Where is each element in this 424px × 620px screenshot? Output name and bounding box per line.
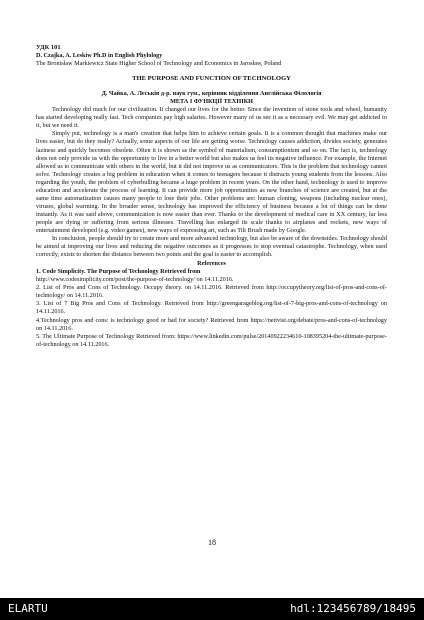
page-number: 18	[208, 538, 216, 547]
footer-handle: hdl:123456789/18495	[290, 602, 416, 615]
page-content	[36, 44, 387, 349]
footer-repository-name: ELARTU	[8, 602, 48, 615]
udk-code: УДК 101	[36, 44, 61, 51]
paragraph: Technology did much for our civilization. It changed our lives for the better. Since the invention of stone tools and wheel, humanity has started developing really fast. Tech companies pay high salaries. However many of us see it as a necessary evil. We may get addicted to it, but we need it.	[36, 106, 387, 130]
reference-item: 4.Technology pros and cons: is technology good or bad for society? Retrieved from https://netivist.org/debate/pros-and-cons-of-technology on 14.11.2016.	[36, 316, 387, 332]
reference-item: 2. List of Pros and Cons of Technology. Occupy theory. on 14.11.2016. Retrieved from http://occupytheory.org/list-of-pros-and-cons-of-technology/ on 14.11.2016.	[36, 284, 387, 300]
ukrainian-title: МЕТА І ФУНКЦІЇ ТЕХНІКИ	[170, 98, 253, 106]
affiliation: The Bronisław Markiewicz State Higher School of Technology and Economics in Jarosław, Poland	[36, 60, 282, 68]
reference-item: 5. The Ultimate Purpose of Technology Retrieved from: https://www.linkedin.com/pulse/20140922234610-108395204-the-ultimate-purpose-of-technology on 14.11.2016.	[36, 332, 387, 348]
ukrainian-authors: Д. Чайка, А. Леськів д-р. наук гум., керівник відділення Англійська Філологія	[101, 90, 322, 98]
paragraph: In conclusion, people should try to create more and more advanced technology, but also be aware of the downsides. Technology should be aimed at improving our lives and reducing the negative outcomes as it progresses to stop eventual catastrophe. Technology, when used correctly, exists to shorten the distance between two points and the goal is easier to accomplish.	[36, 235, 387, 259]
authors-line: D. Czajka, A. Leskiw Ph.D in English Phylology	[36, 52, 163, 60]
reference-item: 3. List of 7 Big Pros and Cons of Technology. Retrieved from http://greengarageblog.org/list-of-7-big-pros-and-cons-of-technology on 14.11.2016.	[36, 300, 387, 316]
reference-item: 1. Code Simplicity. The Purpose of Technology Retrieved from	[36, 268, 201, 276]
references-heading: References	[197, 260, 226, 268]
paragraph: Simply put, technology is a man's creation that helps him to achieve certain goals. It is a common thought that machines make our lives easier, but do they really? Actually, some aspects of our life are getting worse. Technology causes addiction, divides society, generates laziness and quickly becomes obsolete. Often it is shown as the symbol of materialism, consumptionism and so on. The fact is, technology does not only provide us with the opportunity to live in a better world but also makes us feel its negative influence. For example, the Internet allowed us to communicate with others in the world, but it did not improve us as communicators. This is the problem that technology cannot solve. Technology creates a big problem in education when it comes to teenagers because it distracts young students from the lessons. Also regarding the youth, the problem of cyberbulling became a huge problem in recent years. On the other hand, technology is used to improve education and accelerate the process of learning. It can provide more job opportunities as new branches of science are created, but at the same time automatization causes many people to lose their jobs. Other problems are: human cloning, weapons (including nuclear ones), viruses, global warming. In the broader sense, technology has improved the efficiency of business because a lot of things can be done instantly. As it was said above, communication is now easier than ever. Thanks to the development of medical care in XX century, far less people are dying or suffering from serious illnesses. Travelling has enlarged its scale thanks to airplanes and rockets, new ways of entertainment developed (e.g. video games), new ways of expressing art, such as Tilt Brush made by Google.	[36, 130, 387, 234]
reference-item: http://www.codesimplicity.com/post/the-purpose-of-technology/ on 14.11.2016.	[36, 276, 234, 284]
article-title: THE PURPOSE AND FUNCTION OF TECHNOLOGY	[132, 75, 291, 83]
repository-footer-bar	[0, 598, 424, 620]
